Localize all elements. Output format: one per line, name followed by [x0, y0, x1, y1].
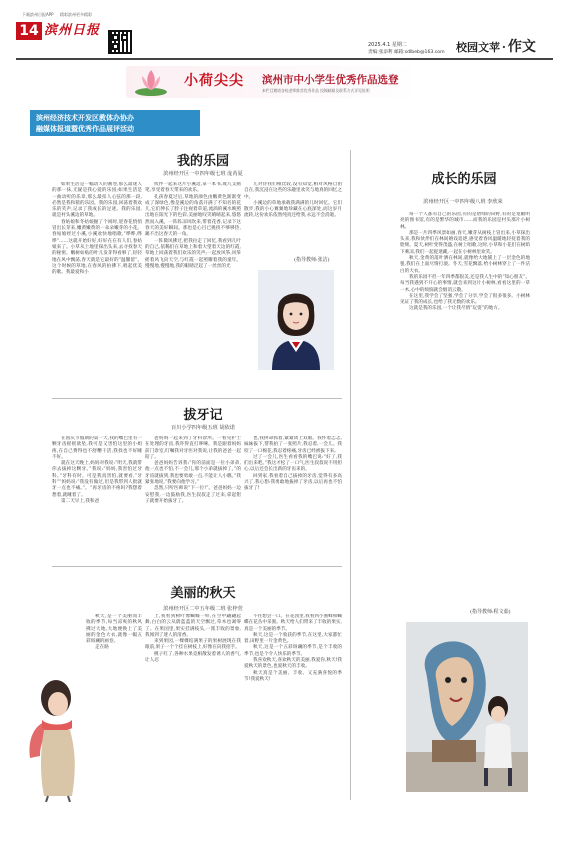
masthead-small-line-1: 下载滨州日报APP — [22, 12, 54, 17]
masthead-editor: 责编:张添利 邮箱:sdlbeb@163.com — [368, 50, 445, 55]
qr-code[interactable] — [108, 30, 132, 54]
page-number: 14 — [16, 22, 42, 40]
paragraph: 就在这天晚上,妈妈对我说:“明天,我就带你去拔掉这颗牙。”我说:“妈妈,我害怕过牙科。”牙科有时。可是我真害怕,就要看,“牙科”“妈妈说:“我没有做过,但是我带到人批就牙一点也不痛。”。“再牙齿的不疼吗?我想着想着,就睡着了。 — [52, 461, 142, 498]
article1-col3 — [244, 182, 342, 254]
paragraph: 伙伴一起来这片小溪边,拿一本书,或几支画笔,享受着春天带来的欢乐。 — [145, 182, 241, 194]
paragraph: 也,我拼命抓着,紧紧闭上双眼。我怀着忐忑,妹妹拔下,帮我拍了一张照片,我忍着,一会儿。我咬了一口棉花,我忍着疼痛,牙齿已经被拔下来。 — [244, 436, 342, 454]
banner-subtitle: 滨州市中小学生优秀作品选登 — [262, 74, 399, 86]
article1-title: 我的乐园 — [176, 154, 229, 169]
paragraph: 秋天,这是一个收获的季节,在这里,大家都忙着,田野里一片金黄色。 — [244, 632, 342, 645]
article2-title: 拔牙记 — [183, 408, 223, 423]
paragraph: 上,我看到树叶像蝴蝶一样,在空中翩翩起舞,白白的云从蔚蓝蓝的天空飘过,草木也凋零了。在果园里,果实挂满枝头,一派丰收的景象,我闻到了迷人的清香。 — [145, 614, 241, 638]
article4-body — [400, 212, 530, 586]
article1-byline: 滨州经开区一中四年级七班 庞芮夏 — [163, 171, 243, 177]
article3-col3 — [244, 614, 342, 790]
paragraph: 一阵微风拂过,把我拉走了回忆,我看到几叶的自己,依稀们在草地上和着大望着天边的红霞,草地上回荡着我们欢乐的笑声;一起放风筝,风筝摇着风飞向天空,与红霞一起照耀着我的童年。慢慢地,慢慢地,我的眼睛泛起了一丝丝的光 — [145, 238, 241, 269]
paragraph: 小溪边的草地承载我满满的儿时回忆。它们散步,我的小心翼翼地珍藏在心底深处,而这岁月流转,这份欢乐依然纯真还给我,永远不会消逝。 — [244, 200, 342, 219]
article4-teacher: (指导教师:程文茹) — [470, 609, 511, 615]
paragraph: 秋天,这是一个五彩斑斓的季节,是个丰收的季节,也是个令人快乐的季节。 — [244, 645, 342, 657]
article3-col1 — [86, 614, 142, 790]
column-divider — [350, 150, 351, 800]
article4-title: 成长的乐园 — [431, 172, 497, 187]
article2-col1 — [52, 436, 142, 560]
section-name: 校园文苹 — [456, 41, 500, 54]
paragraph: 在这里,我学会了坚强,学会了分享,学会了很多很多。小树林见证了我的成长,也给了我无数的欢乐。 — [400, 293, 530, 306]
article1-divider — [52, 398, 342, 399]
paragraph: 在国庆节假期的第一天,我的嘴巴里有一颗牙齿摇摇欲坠,我可是又害怕这里的小姐疼,在自己费得也不舒糟干活,我找也不好睡不好。 — [52, 436, 142, 460]
paragraph: 过了一会儿,医生看看我的嘴巴说:“好了,我们出来吧。”我这才松了一口气,医生叔叔说不用担心,以后还会长出新的牙齿来的。 — [244, 454, 342, 473]
banner — [16, 60, 553, 142]
banner-title: 小荷尖尖 — [184, 73, 244, 89]
article3-byline: 滨州经开区二中五年级二班 张梓萱 — [163, 606, 243, 612]
paragraph: 秋天,金黄的落叶洒在林间,就像给大地铺上了一层金色的地毯,我们在上面尽情打滚。冬天,雪花飘落,给小树林穿上了一件洁白的大衣。 — [400, 256, 530, 274]
student-photo — [258, 270, 334, 370]
paragraph: 回到家,我看着自己拔掉的牙齿,觉得有多高兴了,我心想:我勇敢地拔掉了牙齿,以后再也不怕拔牙了! — [244, 473, 342, 492]
article3-col2 — [145, 614, 241, 790]
article3-title: 美丽的秋天 — [170, 586, 236, 601]
masthead-date: 2025.4.1 星期二 — [368, 42, 407, 48]
masthead-small-line-2: 精彩滨州更多精彩 — [60, 12, 92, 17]
paragraph: 走在路 — [95, 645, 109, 651]
banner-sponsor-1: 滨州经济技术开发区教体办协办 — [36, 114, 134, 122]
article1-col2 — [145, 182, 241, 392]
article2-col2 — [145, 436, 241, 560]
article1-col1 — [52, 182, 142, 392]
logo: 滨州日报 — [44, 23, 101, 38]
article2-byline: 百川小学四年级五班 胡依诺 — [171, 425, 235, 431]
paragraph: 爸爸妈妈告诉我:“你的前面是一位小弟弟,他一点也不怕,不一会儿,那个小弟就拔掉了。”的牙齿就拔到,我也要勇敢一点,不能让人小瞧。”我紧张地说,“我要向他学习。” — [145, 461, 241, 486]
lotus-icon — [134, 66, 168, 100]
paragraph: 我的乐园不但一年四季都很美,还是我人生中的“知心朋友”。每当我遇到不开心的事情,就会来到这片小树林,看看这里的一草一木,心中的烦恼就会烟消云散。 — [400, 274, 530, 293]
paragraph: 儿对待我们相比较,没有知觉,相对风格自由自在,我沉浸在这些的乐趣里欢笑与地真的回忆之中。 — [244, 182, 342, 200]
paragraph: 忽然,只听医师说“下一位!”。爸爸妈妈一边安慰我,一边鼓励我,医生叔叔走了过来,拿起钳子就要开始拔牙了。 — [145, 486, 241, 504]
banner-sponsor-box — [30, 110, 200, 136]
paragraph: 秋天真是个美丽、丰收、又充满喜悦的季节!我爱秋天! — [244, 670, 342, 682]
paragraph: 第二天早上,我和爸 — [61, 498, 100, 504]
article2-divider — [52, 566, 342, 567]
paragraph: 每一个人都有自己的乐园,有的是碧绿的田野,有的是宽敞明亮的图书馆,有的是繁华的城市……而我的乐园是村头那片小树林。 — [400, 212, 530, 230]
autumn-illustration — [22, 672, 82, 802]
banner-small-text: 本栏目邀请各校老师推荐优秀作品 投稿邮箱及联系方式详见说明 — [262, 88, 370, 93]
paragraph: 那是一片四季风景如画,春天,嫩芽从树枝上冒出来,小草探出头来,我和伙伴们在林间嬉戏追逐,感受着春风温暖地轻抚着我的脸颊。夏天,树叶变得茂盛,在树上唱歌,这时,小草和小花们在树荫下乘凉,我们一起捉迷藏,一起在小树林里欢笑。 — [400, 230, 530, 255]
paragraph: 桃子红了,各种水果竞相散发着诱人的香气,让人忍 — [145, 651, 241, 664]
section-sub: 作文 — [507, 39, 536, 55]
section-title: 校园文苹 · 作文 — [456, 39, 536, 55]
article2-col3 — [244, 436, 342, 560]
paragraph: 不住想尝一口。在花园里,我看到小蜜蜂和蝴蝶在花丛中采蜜。秋天给人们带来了丰收的果实,真是一个美丽的季节。 — [244, 614, 342, 632]
article1-teacher: (指导教师:张洁) — [294, 257, 330, 263]
student-photo-2 — [406, 622, 528, 792]
paragraph: 秋天,是一个美丽而丰收的季节,每当凉爽的秋风拂过大地,大地便换上了美丽的金色大衣,就像一幅五彩斑斓的画卷。 — [86, 614, 142, 645]
paragraph: 如果生活是一幅动人的画卷,那么最迷人的那一抹,无疑是我心爱的乐园;如果生活是一曲动听的乐章,那么最扣人心弦的那一段,必然是我和猪的乐园。我的乐园,回荡着我欢乐的笑声,记录了我成长的足迹。我的乐园,就是村头溪边的草地。 — [52, 182, 142, 219]
paragraph: 春姑娘和冬姑娘握了个闲时,迎春花悄悄冒出长芽来,嫩黄嫩黄的一朵朵嫩芽的小花。春姑娘经过小溪,小溪欢快地唱歌,“哗哗,哗哗”……这就开始好好,好好在在有人们,春姑娘来了。小草从土地里探出头来,去寻找春天的秘密。嫩树如贴的叶儿发芽得看够了,轻轻地在风中飘荡,春天就是它最好的“温馨留”。这个时候的草地,在春风的拍拂下,唱起优美的歌。我最爱和小 — [52, 219, 142, 276]
paragraph: 孔孩春夏过后,草地的颜色由嫩黄色渐渐变成了深绿色,像是溪边的角落开满了不知名的花儿,它们伸长了脖子注视着草道,流淌的溪水映照出地在阳光下的色彩,美丽地叹笑晴晴起来,悠悠然而入溪。一阵阵凉风吹来,带着花香,记录下这春天的美好瞬间。那也是心目已挑找不够够热,踢不出这春天的一角。 — [145, 194, 241, 238]
paragraph: 这就是我的乐园,一个让我尽情“玩耍”的地方。 — [409, 306, 503, 312]
paragraph: 我喜欢秋天,喜欢秋天的美丽,我爱你,秋天!我爱秋天的景色,也爱秋天的丰收。 — [244, 658, 342, 670]
article4-byline: 滨州经开区一中四年级八班 李欣荣 — [423, 199, 503, 205]
banner-sponsor-2: 融媒体报道暨优秀作品展评活动 — [36, 125, 134, 133]
paragraph: 来到果园,一棵棵结满果子的果树展现在我眼前,果子一个个挂在树枝上,好像在向我招手。 — [145, 639, 241, 651]
paragraph: 爸妈妈一起来到了牙科诊所。一看见护士在处理的牙齿,我吓得直打哆嗦。我是跟着妈妈前门诊室,叮嘱我对牙医对我说,让我的爸爸一起陪了。 — [145, 436, 241, 460]
masthead — [0, 0, 569, 64]
